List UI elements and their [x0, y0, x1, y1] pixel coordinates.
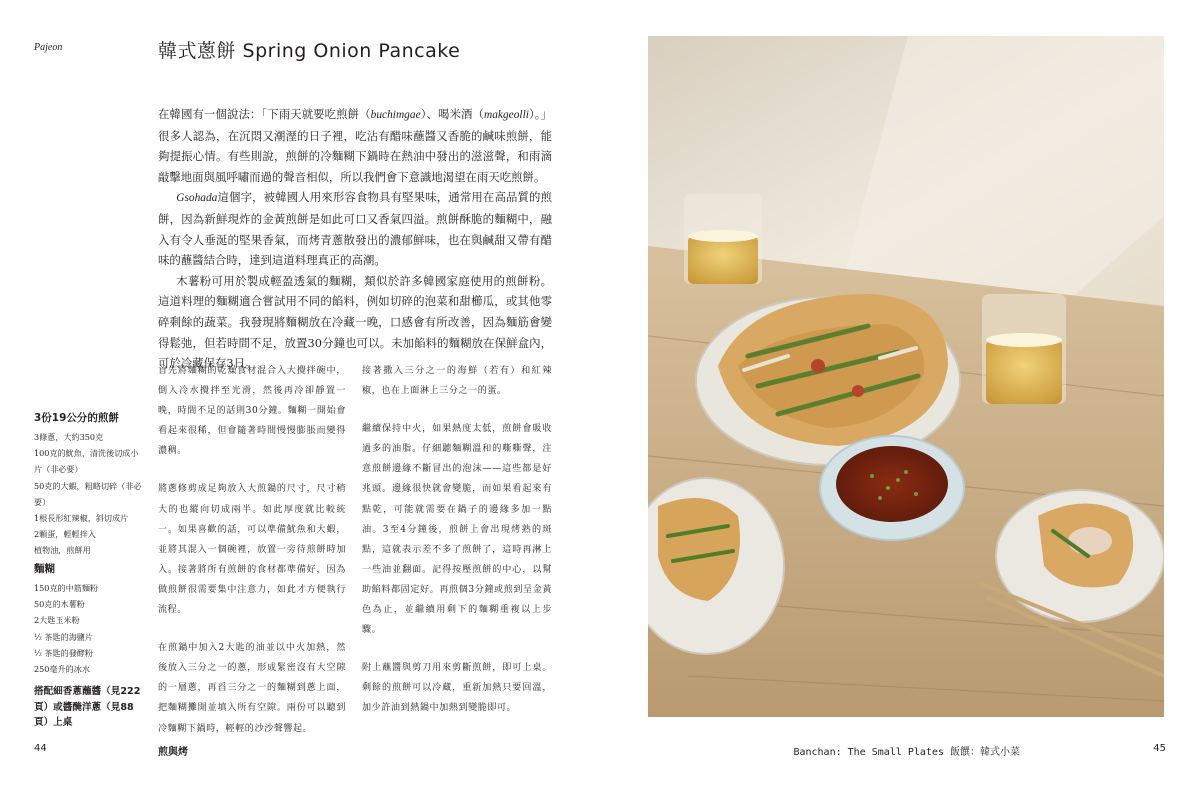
- page-number-left: 44: [34, 743, 47, 754]
- dipping-sauce-bowl: [820, 436, 964, 540]
- small-plate-right: [996, 490, 1164, 622]
- book-title-footer: Banchan: The Small Plates 飯饌：韓式小菜: [793, 747, 1020, 758]
- ingredient-item: 50克的大蝦，粗略切碎（非必要）: [34, 480, 142, 507]
- chapter-name: 煎與烤: [158, 747, 188, 758]
- recipe-kicker: Pajeon: [34, 42, 63, 53]
- ingredient-item: 250毫升的冰水: [34, 664, 90, 675]
- ingredient-item: 100克的魷魚，清洗後切成小片（非必要）: [34, 448, 139, 475]
- beer-glass-right: [982, 294, 1066, 404]
- method-step: 將蔥修剪成足夠放入大煎鍋的尺寸，尺寸稍大的也縱向切成兩半。如此厚度就比較統一。如果喜歡的話，可以準備魷魚和大蝦，並將其混入一個碗裡，放置一旁待煎餅時加入。接著將所有煎餅的食材都準備好，因為做煎餅很需要集中注意力，如此才方便執行流程。: [158, 484, 346, 616]
- ingredients-batter: [34, 561, 146, 677]
- batter-list: [34, 580, 146, 677]
- intro-text: 這個字，被韓國人用來形容食物具有堅果味，通常用在高品質的煎餅，因為新鮮現炸的金黃煎餅是如此可口又香氣四溢。煎餅酥脆的麵糊中，融入有令人垂涎的堅果香氣，而烤青蔥散發出的濃郁鮮味，也在與鹹甜又帶有醋味的蘸醬結合時，達到這道料理真正的高潮。: [158, 190, 552, 268]
- method-step: 首先將麵糊的乾燥食材混合入大攪拌碗中，倒入冷水攪拌至光滑，然後再冷卻靜置一晚，時間不足的話則30分鐘。麵糊一開始會看起來很稀，但會隨著時間慢慢膨脹而變得濃稠。: [158, 366, 346, 457]
- batter-heading: 麵糊: [34, 563, 55, 575]
- serve-with: 搭配細香蔥蘸醬（見222頁）或醬醃洋蔥（見88頁）上桌: [34, 686, 141, 728]
- ingredient-item: 2大匙玉米粉: [34, 615, 80, 626]
- method-step: 接著撒入三分之一的海鮮（若有）和紅辣椒，也在上面淋上三分之一的蛋。: [362, 366, 552, 397]
- intro-text: ）。」很多人認為，在沉悶又潮溼的日子裡，吃沾有醋味蘸醬又香脆的鹹味煎餅，能夠提振心情。有些則說，煎餅的冷麵糊下鍋時在熱油中發出的滋滋聲，和雨滴敲擊地面與風呼嘯而過的聲音相似，所以我們會下意識地渴望在雨天吃煎餅。: [158, 107, 552, 184]
- serving-note: [34, 684, 146, 731]
- method-step: 附上蘸醬與剪刀用來剪斷煎餅，即可上桌。剩餘的煎餅可以冷藏，重新加熱只要回溫，加少許油到熱鍋中加熱到變脆即可。: [362, 663, 552, 714]
- ingredient-item: ½ 茶匙的發酵粉: [34, 647, 93, 658]
- intro-paragraph-2: [158, 187, 552, 270]
- yield-heading: 3份19公分的煎餅: [34, 412, 119, 424]
- ingredient-item: 50克的木薯粉: [34, 599, 85, 610]
- intro-paragraph-1: [158, 104, 552, 187]
- method-column-2: [362, 361, 552, 737]
- filling-list: [34, 429, 146, 559]
- recipe-intro: [158, 104, 552, 374]
- ingredient-item: 3條蔥，大約350克: [34, 432, 104, 442]
- ingredient-item: 1根長形紅辣椒，斜切成片: [34, 513, 129, 524]
- spring-onion-pancake-photo: [648, 36, 1164, 717]
- method-column-1: [158, 361, 346, 757]
- recipe-title: 韓式蔥餅 Spring Onion Pancake: [158, 40, 461, 62]
- method-step: 在煎鍋中加入2大匙的油並以中火加熱，然後放入三分之一的蔥，形成緊密沒有大空隙的一層蔥，再舀三分之一的麵糊到蔥上面，把麵糊攤開並填入所有空隙。兩份可以聽到冷麵糊下鍋時，輕輕的沙沙聲響起。: [158, 643, 346, 734]
- ingredients-filling: [34, 410, 146, 559]
- beer-glass-left: [684, 194, 762, 284]
- term-buchimgae: buchimgae: [370, 109, 421, 121]
- ingredient-item: 150克的中筋麵粉: [34, 583, 99, 593]
- intro-text: ）、喝米酒（: [420, 107, 484, 121]
- intro-text: 在韓國有一個說法：「下雨天就要吃煎餅（: [158, 107, 371, 121]
- page-number-right: 45: [1153, 743, 1166, 754]
- method-step: 繼續保持中火，如果熱度太低，煎餅會吸收過多的油脂。仔細聽麵糊溫和的嘶嘶聲，注意煎餅邊緣不斷冒出的泡沫——這些都是好兆頭。邊緣很快就會變脆，而如果看起來有點乾，可能就需要在鍋子的邊緣多加一點油。3至4分鐘後，煎餅上會出現烤熟的斑點，這就表示差不多了煎餅了，這時再淋上一些油並翻面。記得按壓煎餅的中心，以幫助餡料都固定好。再煎個3分鐘或煎到呈金黃色為止，並繼續用剩下的麵糊重複以上步驟。: [362, 424, 552, 636]
- term-makgeolli: makgeolli: [483, 109, 529, 121]
- food-photo-illustration: [648, 36, 1164, 717]
- intro-paragraph-3: 木薯粉可用於製成輕盈透氣的麵糊，類似於許多韓國家庭使用的煎餅粉。這道料理的麵糊適合嘗試用不同的餡料，例如切碎的泡菜和甜櫛瓜，或其他零碎剩餘的蔬菜。我發現將麵糊放在冷藏一晚，口感會有所改善，因為麵筋會變得鬆弛，但若時間不足，放置30分鐘也可以。未加餡料的麵糊放在保鮮盒內，可於冷藏保存3日。: [158, 273, 552, 371]
- ingredient-item: ½ 茶匙的海鹽片: [34, 631, 93, 642]
- ingredient-item: 2顆蛋，輕輕拌入: [34, 529, 96, 540]
- term-gsohada: Gsohada: [176, 192, 218, 205]
- ingredient-item: 植物油，煎餅用: [34, 545, 91, 556]
